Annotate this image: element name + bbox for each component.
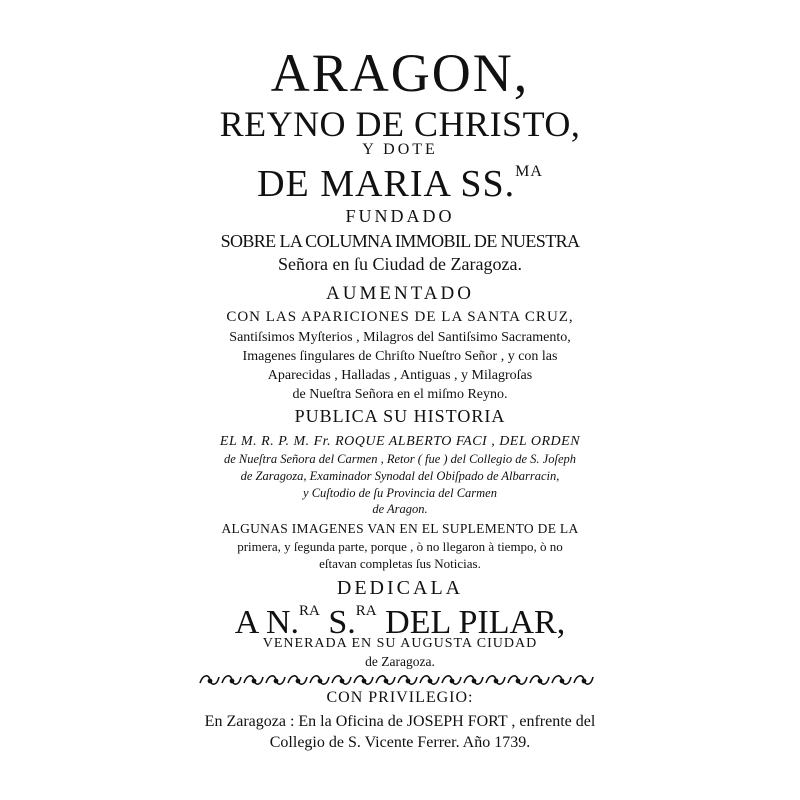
- ornament-dot: [318, 679, 321, 682]
- ornament-dot: [428, 679, 431, 682]
- fundado-heading: FUNDADO: [345, 206, 455, 226]
- ornament-dot: [472, 679, 475, 682]
- note-line-2: primera, y ſegunda parte, porque , ò no llegaron à tiempo, ò no: [237, 539, 563, 554]
- dedication-sup-2: RA: [355, 603, 377, 619]
- ornament-dot: [560, 679, 563, 682]
- author-line-5: de Aragon.: [372, 502, 428, 516]
- aumentado-heading: AUMENTADO: [326, 283, 474, 304]
- ornament-dot: [208, 679, 211, 682]
- ornament-dot: [362, 679, 365, 682]
- privilege-line: CON PRIVILEGIO:: [326, 689, 474, 706]
- note-line-1: ALGUNAS IMAGENES VAN EN EL SUPLEMENTO DE LA: [221, 521, 579, 536]
- publica-heading: PUBLICA SU HISTORIA: [294, 406, 506, 426]
- ornamental-divider: [198, 672, 606, 688]
- author-line-3: de Zaragoza, Examinador Synodal del Obiſpado de Albarracin,: [240, 469, 560, 483]
- aumentado-line-4: Aparecidas , Halladas , Antiguas , y Milagroſas: [267, 368, 533, 383]
- fundado-line-1: SOBRE LA COLUMNA IMMOBIL DE NUESTRA: [220, 231, 580, 251]
- ornament-dot: [296, 679, 299, 682]
- ornament-dot: [406, 679, 409, 682]
- imprint-line-1: En Zaragoza : En la Oficina de JOSEPH FORT , enfrente del: [204, 713, 596, 730]
- dedication-line-pilar: [150, 604, 650, 640]
- title-line-aragon: ARAGON,: [270, 43, 530, 103]
- dedication-sup-1: RA: [299, 603, 320, 619]
- ornament-dot: [384, 679, 387, 682]
- ornament-dot: [252, 679, 255, 682]
- fundado-line-2: Señora en ſu Ciudad de Zaragoza.: [278, 254, 522, 274]
- aumentado-line-3: Imagenes ſingulares de Chriſto Nueſtro Señor , y con las: [242, 349, 558, 364]
- dedication-del-pilar: DEL PILAR,: [376, 604, 566, 641]
- ornament-dot: [516, 679, 519, 682]
- title-line-dote: Y DOTE: [362, 141, 438, 158]
- aumentado-line-1: CON LAS APARICIONES DE LA SANTA CRUZ,: [226, 309, 574, 325]
- dedication-a-n: A N.: [234, 604, 300, 641]
- aumentado-line-5: de Nueſtra Señora en el miſmo Reyno.: [292, 387, 508, 402]
- dedication-line-zaragoza: de Zaragoza.: [365, 654, 435, 669]
- title-maria-text: DE MARIA SS.: [257, 163, 516, 205]
- imprint-line-2: Collegio de S. Vicente Ferrer. Año 1739.: [269, 734, 531, 751]
- ornament-dot: [340, 679, 343, 682]
- dedication-s: S.: [319, 604, 356, 641]
- author-line-2: de Nueſtra Señora del Carmen , Retor ( fue ) del Collegio de S. Joſeph: [223, 452, 576, 466]
- author-line-4: y Cuſtodio de ſu Provincia del Carmen: [303, 486, 497, 500]
- dedication-heading: DEDICALA: [336, 577, 464, 599]
- ornament-dot: [582, 679, 585, 682]
- note-line-3: eſtavan completas ſus Noticias.: [319, 556, 481, 571]
- dedication-line-venerada: VENERADA EN SU AUGUSTA CIUDAD: [262, 636, 538, 651]
- ornament-dot: [538, 679, 541, 682]
- aumentado-line-2: Santiſsimos Myſterios , Milagros del Santiſsimo Sacramento,: [229, 330, 571, 345]
- title-maria-superscript: MA: [515, 163, 543, 180]
- author-line-1: EL M. R. P. M. Fr. ROQUE ALBERTO FACI , DEL ORDEN: [219, 434, 581, 449]
- title-line-reyno: REYNO DE CHRISTO,: [219, 104, 581, 144]
- title-line-maria: [150, 164, 650, 203]
- ornament-dot: [450, 679, 453, 682]
- ornament-dot: [274, 679, 277, 682]
- ornament-dot: [494, 679, 497, 682]
- ornament-dot: [230, 679, 233, 682]
